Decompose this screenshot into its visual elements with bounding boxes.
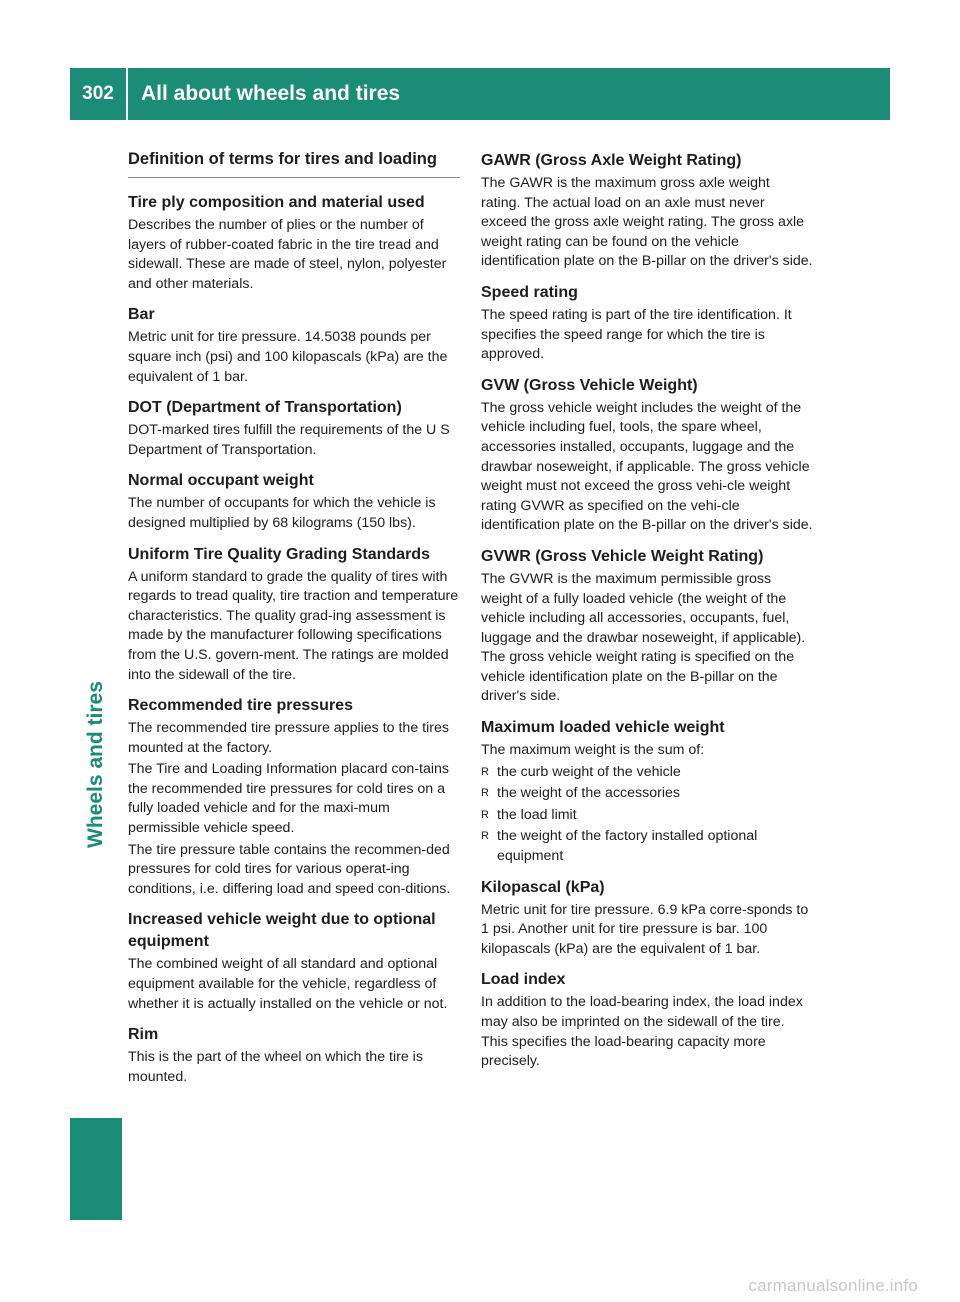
term-title: Maximum loaded vehicle weight: [481, 719, 725, 737]
term-block: [128, 1024, 460, 1087]
term-paragraph: A uniform standard to grade the quality of tires with regards to tread quality, tire traction and temperature characteristics. The quality grad-ing assessment is made by the manufacturer following specifications from the U.S. govern-ment. The ratings are molded into the sidewall of the tire.: [128, 568, 459, 683]
term-paragraph: The number of occupants for which the vehicle is designed multiplied by 68 kilograms (150 lbs).: [128, 495, 436, 531]
term-paragraph: Metric unit for tire pressure. 14.5038 pounds per square inch (psi) and 100 kilopascals (kPa) are the equivalent of 1 bar.: [128, 329, 448, 385]
term-block: [128, 909, 460, 1014]
term-paragraph: The GAWR is the maximum gross axle weight rating. The actual load on an axle must never exceed the gross axle weight rating. The gross axle weight rating can be found on the vehicle identification plate on the B-pillar on the driver's side.: [481, 175, 813, 270]
side-tab-block: [70, 1118, 122, 1220]
term-title: Uniform Tire Quality Grading Standards: [128, 545, 430, 563]
side-tab: [70, 600, 122, 920]
bullet-marker-icon: R: [481, 830, 489, 843]
term-paragraph: The gross vehicle weight includes the weight of the vehicle including fuel, tools, the spare wheel, accessories installed, occupants, luggage and the drawbar noseweight, if applicable. The gross vehicle weight must not exceed the gross vehi-cle weight rating GVWR as specified on the vehi-cle identification plate on the B-pillar on the driver's side.: [481, 399, 813, 534]
bullet-text: the weight of the factory installed optional equipment: [497, 828, 758, 865]
right-term-list: [481, 150, 813, 1072]
term-block: [128, 544, 460, 686]
term-title: GVWR (Gross Vehicle Weight Rating): [481, 547, 764, 565]
bullet-item: [481, 827, 813, 866]
term-title: DOT (Department of Transportation): [128, 399, 402, 417]
page-number: 302: [82, 83, 114, 104]
bullet-marker-icon: R: [481, 808, 489, 821]
term-paragraph: DOT-marked tires fulfill the requirements of the U S Department of Transportation.: [128, 422, 450, 458]
term-paragraph: The speed rating is part of the tire identification. It specifies the speed range for which the tire is approved.: [481, 306, 792, 363]
term-block: [128, 695, 460, 899]
term-block: [128, 470, 460, 533]
term-block: [128, 192, 460, 294]
term-title: Load index: [481, 971, 566, 989]
bullet-item: [481, 806, 813, 826]
term-title: Kilopascal (kPa): [481, 878, 605, 896]
bullet-marker-icon: R: [481, 765, 489, 778]
term-title: Tire ply composition and material used: [128, 194, 425, 211]
term-paragraph: Metric unit for tire pressure. 6.9 kPa corre-sponds to 1 psi. Another unit for tire pressure is bar. 100 kilopascals (kPa) are the equivalent of 1 bar.: [481, 901, 809, 957]
term-paragraph: The GVWR is the maximum permissible gross weight of a fully loaded vehicle (the weight of the vehicle including all accessories, occupants, fuel, luggage and the drawbar noseweight, if applicable). The gross vehicle weight rating is specified on the vehicle identification plate on the B-pillar on the driver's side.: [481, 570, 806, 705]
term-paragraph: The recommended tire pressure applies to the tires mounted at the factory.: [128, 720, 449, 756]
watermark: carmanualsonline.info: [748, 1276, 918, 1295]
term-block: [481, 150, 813, 272]
term-title: Increased vehicle weight due to optional equipment: [128, 911, 436, 951]
term-title: Recommended tire pressures: [128, 697, 353, 715]
term-title: Speed rating: [481, 283, 578, 301]
term-block: [481, 877, 813, 960]
term-paragraph: Describes the number of plies or the number of layers of rubber-coated fabric in the tire tread and sidewall. These are made of steel, nylon, polyester and other materials.: [128, 217, 447, 292]
bullet-item: [481, 763, 813, 783]
bullet-text: the curb weight of the vehicle: [497, 763, 681, 780]
bullet-marker-icon: R: [481, 787, 489, 800]
page-heading: Definition of terms for tires and loading: [128, 150, 460, 178]
side-tab-label: Wheels and tires: [84, 681, 107, 848]
term-title: GAWR (Gross Axle Weight Rating): [481, 152, 742, 169]
bullet-text: the weight of the accessories: [497, 785, 680, 802]
term-block: [481, 969, 813, 1071]
right-column: [481, 150, 813, 1072]
term-title: Rim: [128, 1026, 159, 1044]
term-block: [481, 717, 813, 867]
term-paragraph: The combined weight of all standard and optional equipment available for the vehicle, regardless of whether it is actually installed on the vehicle or not.: [128, 956, 448, 1012]
term-paragraph: The Tire and Loading Information placard con-tains the recommended tire pressures for cold tires on a fully loaded vehicle and for the maxi-mum permissible vehicle speed.: [128, 761, 449, 837]
bullet-item: [481, 784, 813, 804]
term-title: Normal occupant weight: [128, 472, 314, 490]
bullet-list: [481, 763, 813, 867]
header-divider: [126, 68, 128, 120]
term-block: [481, 546, 813, 707]
section-title: All about wheels and tires: [141, 82, 401, 105]
term-block: [481, 282, 813, 365]
term-block: [128, 304, 460, 387]
term-paragraph: The maximum weight is the sum of:: [481, 742, 705, 759]
term-block: [481, 375, 813, 536]
left-column: [128, 150, 460, 1087]
left-term-list: [128, 192, 460, 1087]
term-block: [128, 397, 460, 460]
bullet-text: the load limit: [497, 806, 577, 823]
term-paragraph: This is the part of the wheel on which the tire is mounted.: [128, 1049, 423, 1085]
term-title: Bar: [128, 306, 155, 324]
term-title: GVW (Gross Vehicle Weight): [481, 376, 698, 394]
term-paragraph: The tire pressure table contains the recommen-ded pressures for cold tires for various operat-ing conditions, i.e. differing load and speed con-ditions.: [128, 841, 451, 897]
term-paragraph: In addition to the load-bearing index, the load index may also be imprinted on the sidewall of the tire. This specifies the load-bearing capacity more precisely.: [481, 994, 803, 1070]
